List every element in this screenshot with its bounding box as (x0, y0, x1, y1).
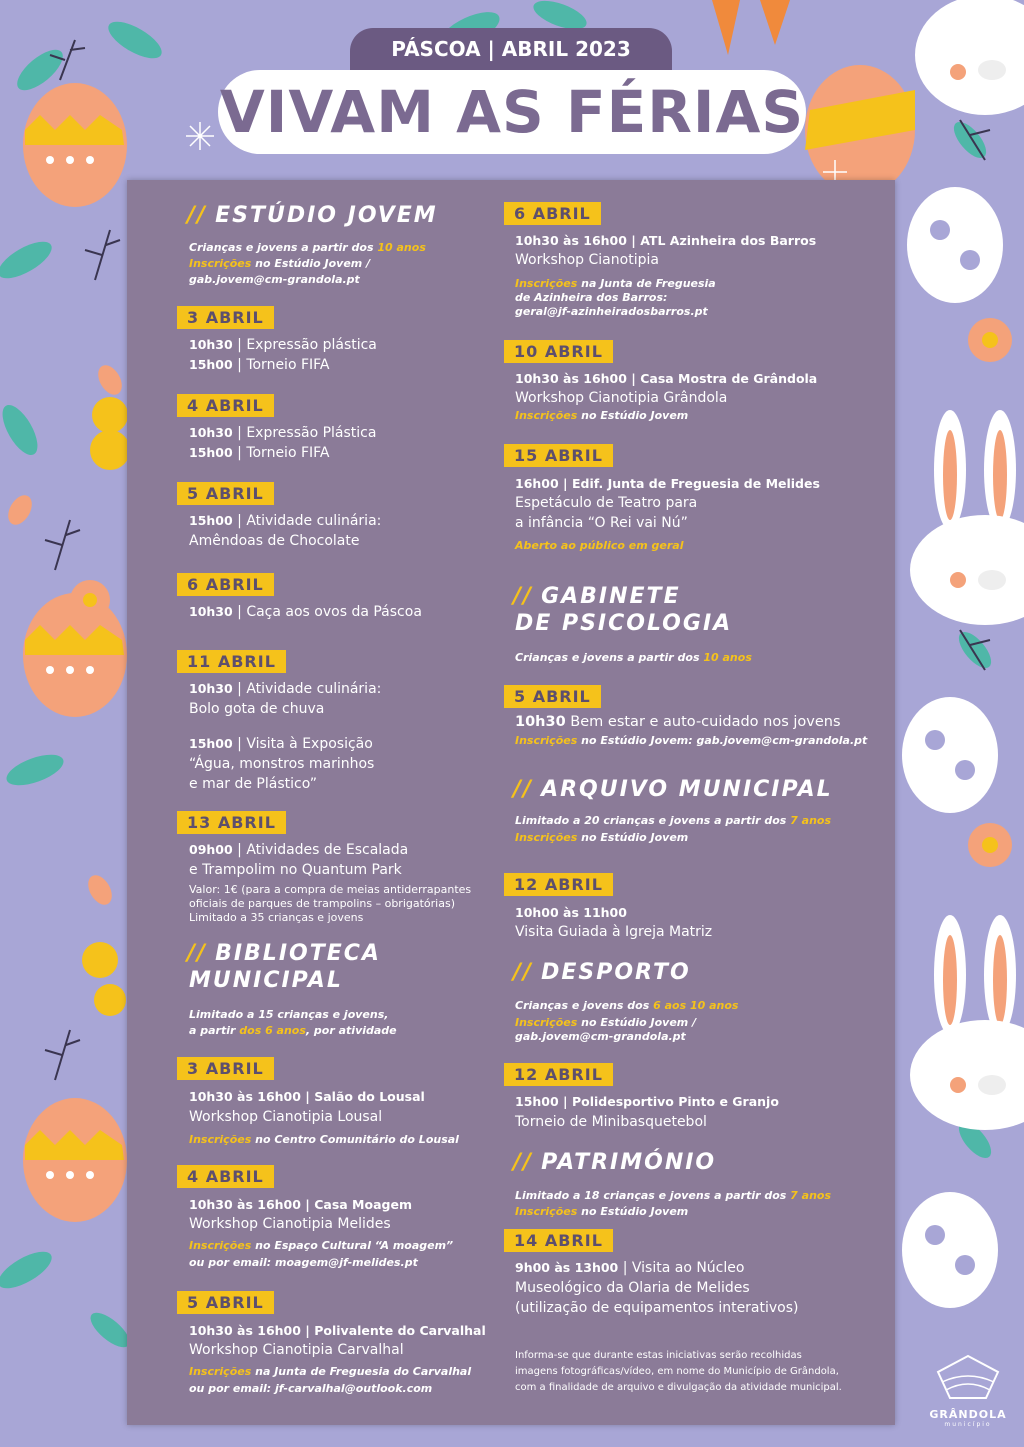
footer-note: com a finalidade de arquivo e divulgação da atividade municipal. (515, 1382, 842, 1393)
event-detail: Valor: 1€ (para a compra de meias antiderrapantes (189, 883, 472, 896)
easter-egg-icon (23, 1098, 127, 1222)
event-line: 15h00 | Polidesportivo Pinto e Granjo (515, 1094, 779, 1109)
section-note: Inscrições no Estúdio Jovem / (515, 1016, 697, 1029)
event-line: 10h30 | Atividade culinária: (189, 681, 382, 697)
sprig-icon (45, 1030, 80, 1080)
section-note: Crianças e jovens a partir dos 10 anos (189, 241, 426, 254)
bunny-icon (910, 915, 1024, 1130)
section-title-psicologia-line2: DE PSICOLOGIA (515, 611, 733, 636)
date-badge: 12 ABRIL (504, 873, 613, 896)
event-line: 10h30 às 16h00 | Polivalente do Carvalhal (189, 1323, 486, 1338)
page-title: VIVAM AS FÉRIAS (218, 70, 806, 154)
registration-note: Inscrições na Junta de Freguesia (515, 277, 716, 290)
registration-note: Inscrições no Estúdio Jovem: gab.jovem@cm-grandola.pt (515, 734, 868, 747)
date-badge: 5 ABRIL (177, 482, 274, 505)
section-title-estudio: // ESTÚDIO JOVEM (187, 203, 438, 228)
easter-egg-icon (902, 1192, 998, 1308)
date-badge: 11 ABRIL (177, 650, 286, 673)
date-badge: 15 ABRIL (504, 444, 613, 467)
event-line: e mar de Plástico” (189, 776, 318, 792)
date-badge: 13 ABRIL (177, 811, 286, 834)
program-panel (127, 180, 895, 1425)
date-badge: 3 ABRIL (177, 1057, 274, 1080)
date-badge: 4 ABRIL (177, 394, 274, 417)
event-line: (utilização de equipamentos interativos) (515, 1300, 799, 1316)
event-line: e Trampolim no Quantum Park (189, 862, 402, 878)
event-line: Espetáculo de Teatro para (515, 495, 698, 511)
logo-name: GRÂNDOLA (929, 1408, 1007, 1421)
event-line: a infância “O Rei vai Nú” (515, 515, 688, 531)
section-note: Crianças e jovens dos 6 aos 10 anos (515, 999, 739, 1012)
easter-egg-icon (907, 187, 1003, 303)
event-line: 15h00 | Visita à Exposição (189, 736, 373, 752)
event-line: Museológico da Olaria de Melides (515, 1280, 750, 1296)
bunny-icon (910, 410, 1024, 625)
event-detail: oficiais de parques de trampolins – obrigatórias) (189, 897, 455, 910)
event-line: Torneio de Minibasquetebol (515, 1114, 707, 1130)
grandola-logo (928, 1352, 1008, 1432)
date-badge: 10 ABRIL (504, 340, 613, 363)
section-note: Inscrições no Estúdio Jovem (515, 1205, 689, 1218)
date-badge: 5 ABRIL (504, 685, 601, 708)
easter-egg-icon (805, 65, 915, 195)
logo-mark-icon (928, 1352, 1008, 1404)
event-line: Bolo gota de chuva (189, 701, 325, 717)
date-badge: 6 ABRIL (177, 573, 274, 596)
registration-note: Aberto ao público em geral (515, 539, 684, 552)
section-title-desporto: // DESPORTO (513, 960, 691, 985)
section-title-psicologia: // GABINETE (513, 584, 681, 609)
event-line: Workshop Cianotipia Grândola (515, 390, 728, 406)
date-badge: 3 ABRIL (177, 306, 274, 329)
leaf-icon (948, 117, 992, 164)
event-line: 10h30 às 16h00 | Casa Moagem (189, 1197, 412, 1212)
carrot-icon (712, 0, 790, 55)
event-line: 10h30 | Expressão plástica (189, 337, 377, 353)
leaf-icon (3, 748, 68, 791)
event-line: Amêndoas de Chocolate (189, 533, 360, 549)
sprig-icon (45, 520, 80, 570)
sprig-icon (85, 230, 120, 280)
section-title-biblioteca: // BIBLIOTECA (187, 941, 381, 966)
section-note: Inscrições no Estúdio Jovem (515, 831, 689, 844)
footer-note: imagens fotográficas/vídeo, em nome do Município de Grândola, (515, 1366, 839, 1377)
leaf-icon (103, 15, 167, 66)
leaf-icon (0, 235, 57, 286)
section-title-arquivo: // ARQUIVO MUNICIPAL (513, 777, 833, 802)
event-line: 16h00 | Edif. Junta de Freguesia de Melides (515, 476, 820, 491)
registration-note: Inscrições na Junta de Freguesia do Carvalhal (189, 1365, 472, 1378)
leaf-icon (0, 1245, 57, 1296)
event-line: 10h30 às 16h00 | Casa Mostra de Grândola (515, 371, 818, 386)
event-line: 9h00 às 13h00 | Visita ao Núcleo (515, 1260, 745, 1276)
event-line: Workshop Cianotipia (515, 252, 659, 268)
event-line: 15h00 | Torneio FIFA (189, 357, 330, 373)
logo-sub: município (944, 1421, 992, 1428)
registration-note: Inscrições no Espaço Cultural “A moagem” (189, 1239, 454, 1252)
date-badge: 5 ABRIL (177, 1291, 274, 1314)
registration-note: ou por email: jf-carvalhal@outlook.com (189, 1382, 433, 1395)
event-badge: PÁSCOA | ABRIL 2023 (350, 28, 672, 74)
registration-note: de Azinheira dos Barros: (515, 291, 668, 304)
sparkle-icon (186, 122, 214, 150)
registration-note: geral@jf-azinheiradosbarros.pt (515, 305, 708, 318)
section-title-biblioteca-line2: MUNICIPAL (189, 968, 343, 993)
event-line: 15h00 | Torneio FIFA (189, 445, 330, 461)
event-line: 10h30 | Expressão Plástica (189, 425, 377, 441)
event-line: “Água, monstros marinhos (189, 756, 375, 772)
date-badge: 6 ABRIL (504, 202, 601, 225)
section-note: Crianças e jovens a partir dos 10 anos (515, 651, 752, 664)
event-line: Visita Guiada à Igreja Matriz (515, 924, 713, 940)
event-line: Workshop Cianotipia Melides (189, 1216, 391, 1232)
section-note: Limitado a 15 crianças e jovens, (189, 1008, 389, 1021)
date-badge: 4 ABRIL (177, 1165, 274, 1188)
easter-egg-icon (23, 83, 127, 207)
leaf-icon (953, 627, 997, 674)
event-detail: Limitado a 35 crianças e jovens (189, 911, 364, 924)
section-note: Limitado a 20 crianças e jovens a partir dos 7 anos (515, 814, 831, 827)
date-badge: 14 ABRIL (504, 1229, 613, 1252)
section-note: gab.jovem@cm-grandola.pt (515, 1030, 686, 1043)
leaf-icon (0, 400, 44, 460)
event-line: 15h00 | Atividade culinária: (189, 513, 382, 529)
event-line: Workshop Cianotipia Lousal (189, 1109, 383, 1125)
event-line: 10h30 Bem estar e auto-cuidado nos jovens (515, 714, 841, 730)
footer-note: Informa-se que durante estas iniciativas serão recolhidas (515, 1350, 802, 1361)
section-note: gab.jovem@cm-grandola.pt (189, 273, 360, 286)
date-badge: 12 ABRIL (504, 1063, 613, 1086)
bunny-icon (915, 0, 1024, 115)
easter-egg-icon (902, 697, 998, 813)
event-line: 09h00 | Atividades de Escalada (189, 842, 409, 858)
registration-note: ou por email: moagem@jf-melides.pt (189, 1256, 418, 1269)
event-line: 10h00 às 11h00 (515, 905, 627, 920)
event-line: Workshop Cianotipia Carvalhal (189, 1342, 404, 1358)
registration-note: Inscrições no Estúdio Jovem (515, 409, 689, 422)
section-note: Limitado a 18 crianças e jovens a partir dos 7 anos (515, 1189, 831, 1202)
event-line: 10h30 às 16h00 | ATL Azinheira dos Barros (515, 233, 817, 248)
section-title-patrimonio: // PATRIMÓNIO (513, 1150, 717, 1175)
event-line: 10h30 | Caça aos ovos da Páscoa (189, 604, 422, 620)
event-line: 10h30 às 16h00 | Salão do Lousal (189, 1089, 425, 1104)
section-note: a partir dos 6 anos, por atividade (189, 1024, 397, 1037)
section-note: Inscrições no Estúdio Jovem / (189, 257, 371, 270)
registration-note: Inscrições no Centro Comunitário do Lousal (189, 1133, 459, 1146)
